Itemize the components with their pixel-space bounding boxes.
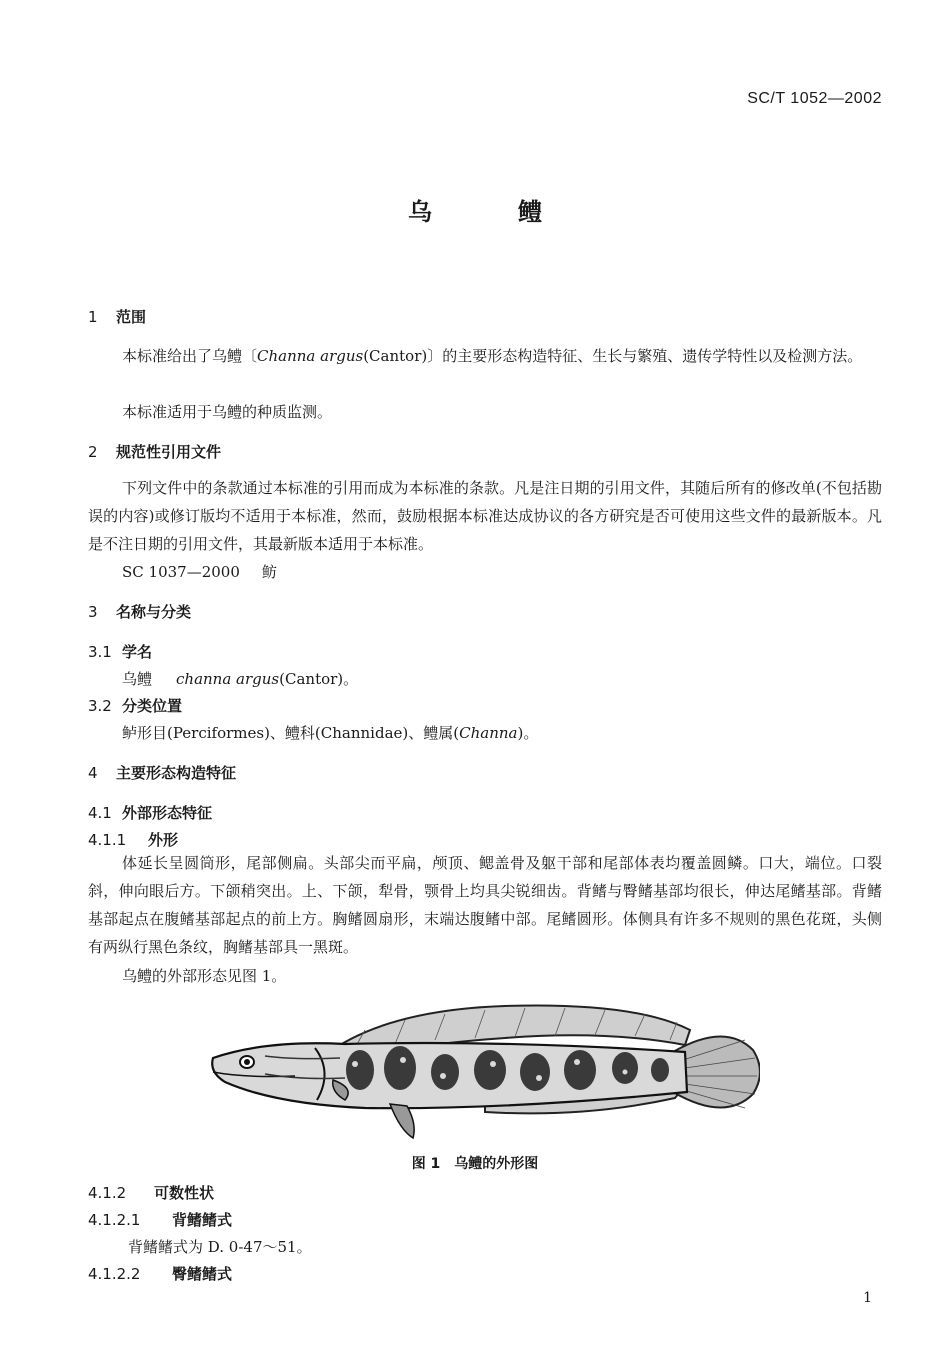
figure-caption: 图 1 乌鳢的外形图 [411,1156,539,1172]
text-run: (Cantor)。 [279,670,359,688]
title-char-2: 鳢 [518,198,542,226]
section-number: 2 [88,443,98,461]
section-number: 1 [88,308,98,326]
figure-reference-paragraph: 乌鳢的外部形态见图 1。 [122,967,287,985]
text-run: )。 [517,724,539,742]
text-run: (Cantor)〕的主要形态构造特征、生长与繁殖、遗传学特性以及检测方法。 [363,347,863,365]
section-number: 4.1.2.1 [88,1211,141,1229]
dorsal-fin-formula: 背鳍鳍式为 D. 0-47～51。 [128,1238,312,1256]
section-1-paragraph-2: 本标准适用于乌鳢的种质监测。 [122,403,333,421]
reference-code: SC 1037—2000 [122,563,240,581]
section-number: 3.2 [88,697,112,715]
subsection-4-1-1-heading [88,829,178,850]
section-title: 臀鳍鳍式 [172,1265,233,1283]
section-2-heading [88,441,221,462]
scientific-name: Channa argus [257,347,364,365]
subsection-3-2-heading [88,695,182,716]
subsection-3-1-heading [88,641,152,662]
page-title [0,192,950,227]
section-title: 外形 [148,831,179,849]
standard-number: SC/T 1052—2002 [747,90,882,107]
section-title: 名称与分类 [116,603,192,621]
subsection-4-1-2-1-heading [88,1209,232,1230]
text-run: 本标准给出了乌鳢〔 [122,347,258,365]
page-number: 1 [863,1290,872,1306]
section-title: 可数性状 [154,1184,215,1202]
scientific-name-line [122,668,358,689]
section-number: 4 [88,764,98,782]
subsection-4-1-2-heading [88,1182,214,1203]
external-shape-paragraph: 体延长呈圆筒形，尾部侧扁。头部尖而平扁，颅顶、鳃盖骨及躯干部和尾部体表均覆盖圆鳞。口大，端位。口裂斜，伸向眼后方。下颌稍突出。上、下颌，犁骨，颚骨上均具尖锐细齿。背鳍与臀鳍基部均很长，伸达尾鳍基部。背鳍基部起点在腹鳍基部起点的前上方。胸鳍圆扇形，末端达腹鳍中部。尾鳍圆形。体侧具有许多不规则的黑色花斑，头侧有两纵行黑色条纹，胸鳍基部具一黑斑。 [88,854,882,956]
text-run: 鲈形目(Perciformes)、鳢科(Channidae)、鳢属( [122,724,460,742]
section-1-paragraph-1 [88,342,882,370]
section-title: 外部形态特征 [122,804,213,822]
section-title: 分类位置 [122,697,183,715]
reference-name: 鲂 [261,563,277,581]
title-char-1: 乌 [408,198,432,226]
section-number: 4.1.2 [88,1184,127,1202]
scientific-name: channa argus [176,670,280,688]
section-title: 主要形态构造特征 [116,764,237,782]
section-title: 学名 [122,643,153,661]
section-title: 背鳍鳍式 [172,1211,233,1229]
scientific-name: Channa [459,724,518,742]
snakehead-fish-figure [205,1000,760,1145]
text-run: 乌鳢 [122,670,153,688]
section-2-paragraph: 下列文件中的条款通过本标准的引用而成为本标准的条款。凡是注日期的引用文件，其随后所有的修改单(不包括勘误的内容)或修订版均不适用于本标准，然而，鼓励根据本标准达成协议的各方研究是否可使用这些文件的最新版本。凡是不注日期的引用文件，其最新版本适用于本标准。 [88,479,882,553]
section-number: 4.1.1 [88,831,127,849]
subsection-4-1-heading [88,802,212,823]
section-number: 4.1.2.2 [88,1265,141,1283]
normative-reference [122,561,277,582]
section-title: 规范性引用文件 [116,443,222,461]
section-title: 范围 [116,308,147,326]
subsection-4-1-2-2-heading [88,1263,232,1284]
section-1-heading [88,306,146,327]
taxonomy-line [122,722,538,743]
section-number: 3.1 [88,643,112,661]
section-4-heading [88,762,236,783]
section-3-heading [88,601,191,622]
section-number: 4.1 [88,804,112,822]
section-number: 3 [88,603,98,621]
